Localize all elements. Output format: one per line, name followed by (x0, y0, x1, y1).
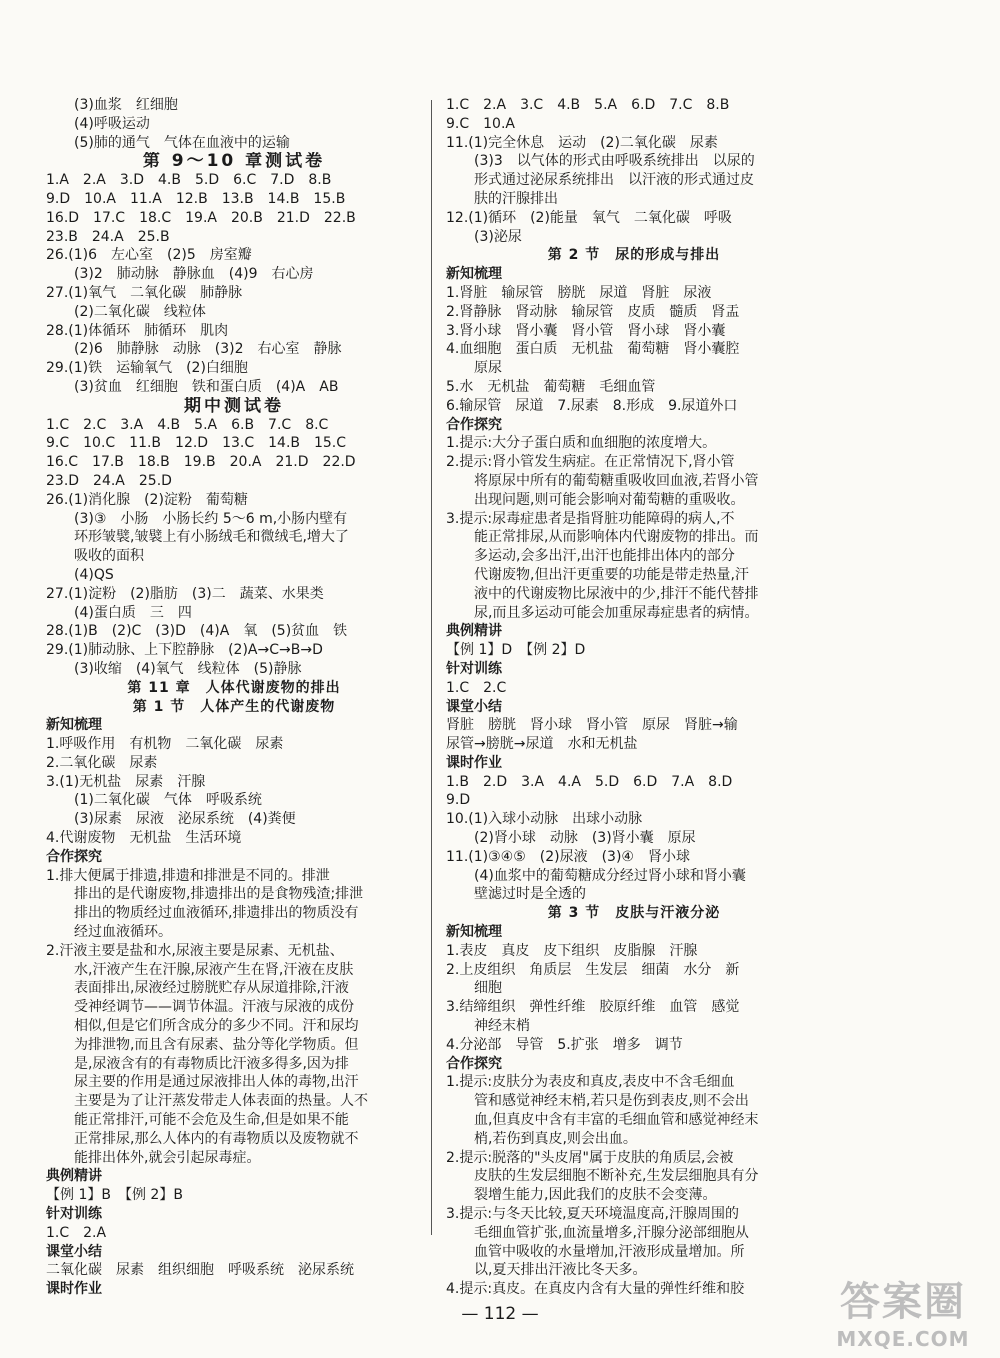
answer-line: (5)肺的通气 气体在血液中的运输 (74, 134, 290, 151)
answer-line: 1.C 2.C (446, 679, 507, 696)
answer-line: 神经末梢 (474, 1018, 530, 1035)
watermark (818, 1270, 988, 1351)
answer-line: 管和感觉神经末梢,若只是伤到表皮,则不会出 (474, 1093, 749, 1110)
answer-line: 【例 1】B 【例 2】B (46, 1187, 183, 1204)
section-heading: 新知梳理 (46, 717, 102, 734)
answer-line: 12.(1)循环 (2)能量 氧气 二氧化碳 呼吸 (446, 209, 732, 226)
answer-line: 1.排大便属于排遗,排遗和排泄是不同的。排泄 (46, 867, 330, 884)
answer-line: 2.提示:脱落的"头皮屑"属于皮肤的角质层,会被 (446, 1149, 734, 1166)
answer-line: 正常排尿,那么人体内的有毒物质以及废物就不 (74, 1130, 359, 1147)
page-number: — 112 — (461, 1304, 539, 1324)
answer-line: 壁滤过时是全透的 (474, 886, 586, 903)
answer-line: 1.C 2.A 3.C 4.B 5.A 6.D 7.C 8.B (446, 97, 730, 113)
answer-line: 经过血液循环。 (74, 924, 172, 941)
answer-line: 细胞 (474, 980, 502, 997)
answer-line: 2.肾静脉 肾动脉 输尿管 皮质 髓质 肾盂 (446, 303, 740, 320)
answer-line: 水,汗液产生在汗腺,尿液产生在肾,汗液在皮肤 (74, 961, 354, 978)
section-heading: 新知梳理 (446, 266, 502, 283)
answer-line: 1.表皮 真皮 皮下组织 皮脂腺 汗腺 (446, 942, 698, 959)
answer-line: 是,尿液含有的有毒物质比汗液多得多,因为排 (74, 1055, 349, 1072)
answer-line: (3)贫血 红细胞 铁和蛋白质 (4)A AB (74, 378, 339, 395)
section-title: 第 9～10 章测试卷 (142, 152, 326, 172)
right-column (446, 96, 822, 1299)
section-heading: 针对训练 (46, 1206, 102, 1223)
answer-line: 3.肾小球 肾小囊 肾小管 肾小球 肾小囊 (446, 322, 726, 339)
answer-line: 16.C 17.B 18.B 19.B 20.A 21.D 22.D (46, 454, 356, 471)
answer-line: 血管中吸收的水量增加,汗液形成量增加。所 (474, 1243, 745, 1260)
section-heading: 课堂小结 (446, 698, 502, 715)
answer-line: 3.结缔组织 弹性纤维 胶原纤维 血管 感觉 (446, 999, 740, 1016)
answer-line: 肾脏 膀胱 肾小球 肾小管 原尿 肾脏→输 (446, 717, 738, 734)
answer-line: 裂增生能力,因此我们的皮肤不会变薄。 (474, 1187, 717, 1204)
answer-line: 排出的物质经过血液循环,排遗排出的物质没有 (74, 905, 359, 922)
answer-line: 29.(1)肺动脉、上下腔静脉 (2)A→C→B→D (46, 642, 323, 659)
answer-line: 4.提示:真皮。在真皮内含有大量的弹性纤维和胶 (446, 1281, 745, 1298)
answer-line: 液中的代谢废物比尿液中的少,排汗不能代替排 (474, 585, 759, 602)
answer-line: (4)蛋白质 三 四 (74, 604, 192, 621)
answer-line: 表面排出,尿液经过膀胱贮存从尿道排除,汗液 (74, 980, 349, 997)
answer-line: 3.提示:尿毒症患者是指肾脏功能障碍的病人,不 (446, 510, 735, 527)
answer-line: 11.(1)完全休息 运动 (2)二氧化碳 尿素 (446, 134, 718, 151)
answer-line: 吸收的面积 (74, 548, 144, 565)
answer-line: 环形皱襞,皱襞上有小肠绒毛和微绒毛,增大了 (74, 529, 349, 546)
section-heading: 新知梳理 (446, 924, 502, 941)
section-heading: 课时作业 (46, 1281, 102, 1298)
answer-line: 血,但真皮中含有丰富的毛细血管和感觉神经末 (474, 1112, 759, 1129)
watermark-logo: 答案圈 (840, 1279, 966, 1325)
section-heading: 典例精讲 (46, 1168, 102, 1185)
subsection-title: 第 1 节 人体产生的代谢废物 (132, 698, 336, 715)
answer-line: 毛细血管扩张,血流量增多,汗腺分泌部细胞从 (474, 1224, 749, 1241)
answer-line: 9.C 10.C 11.B 12.D 13.C 14.B 15.C (46, 435, 347, 452)
answer-line: 多运动,会多出汗,出汗也能排出体内的部分 (474, 548, 735, 565)
answer-line: 1.C 2.C 3.A 4.B 5.A 6.B 7.C 8.C (46, 416, 329, 433)
answer-line: 出现问题,则可能会影响对葡萄糖的重吸收。 (474, 491, 745, 508)
answer-line: 23.B 24.A 25.B (46, 228, 170, 245)
answer-line: 尿管→膀胱→尿道 水和无机盐 (446, 736, 638, 753)
answer-line: 28.(1)体循环 肺循环 肌肉 (46, 322, 229, 339)
answer-line: 1.B 2.D 3.A 4.A 5.D 6.D 7.A 8.D (446, 773, 733, 790)
answer-line: (4)QS (74, 566, 114, 583)
answer-line: 23.D 24.A 25.D (46, 472, 172, 489)
answer-line: 27.(1)氧气 二氧化碳 肺静脉 (46, 284, 243, 301)
answer-line: 相似,但是它们所含成分的多少不同。汗和尿均 (74, 1018, 359, 1035)
answer-line: (2)6 肺静脉 动脉 (3)2 右心室 静脉 (74, 341, 342, 358)
answer-line: 主要是为了让汗蒸发带走人体表面的热量。人不 (74, 1093, 368, 1110)
section-heading: 针对训练 (446, 660, 502, 677)
answer-line: 3.提示:与冬天比较,夏天环境温度高,汗腺周围的 (446, 1206, 739, 1223)
answer-line: 10.(1)入球小动脉 出球小动脉 (446, 811, 643, 828)
section-heading: 合作探究 (446, 416, 502, 433)
answer-line: 9.C 10.A (446, 115, 515, 132)
answer-line: 1.提示:大分子蛋白质和血细胞的浓度增大。 (446, 435, 717, 452)
answer-line: (2)肾小球 动脉 (3)肾小囊 原尿 (474, 830, 696, 847)
column-divider (431, 100, 432, 1235)
left-column (46, 96, 422, 1299)
answer-line: 2.提示:肾小管发生病症。在正常情况下,肾小管 (446, 454, 735, 471)
answer-line: 29.(1)铁 运输氧气 (2)白细胞 (46, 360, 248, 377)
answer-line: 26.(1)消化腺 (2)淀粉 葡萄糖 (46, 491, 248, 508)
answer-line: (4)呼吸运动 (74, 115, 150, 132)
subsection-title: 第 3 节 皮肤与汗液分泌 (547, 905, 721, 922)
section-title: 期中测试卷 (184, 396, 284, 416)
answer-line: (3)收缩 (4)氧气 线粒体 (5)静脉 (74, 660, 302, 677)
section-heading: 课时作业 (446, 754, 502, 771)
watermark-url: MXQE.COM (836, 1327, 970, 1351)
answer-line: 9.D (446, 792, 471, 809)
answer-line: 肤的汗腺排出 (474, 190, 558, 207)
answer-line: (3)血浆 红细胞 (74, 97, 178, 113)
answer-line: 16.D 17.C 18.C 19.A 20.B 21.D 22.B (46, 209, 356, 226)
answer-line: 梢,若伤到真皮,则会出血。 (474, 1130, 637, 1147)
answer-line: 2.二氧化碳 尿素 (46, 754, 158, 771)
answer-line: 4.代谢废物 无机盐 生活环境 (46, 830, 242, 847)
answer-line: (1)二氧化碳 气体 呼吸系统 (74, 792, 262, 809)
answer-line: 能正常排尿,从而影响体内代谢废物的排出。而 (474, 529, 759, 546)
answer-line: (4)血浆中的葡萄糖成分经过肾小球和肾小囊 (474, 867, 746, 884)
answer-line: 皮肤的生发层细胞不断补充,生发层细胞具有分 (474, 1168, 759, 1185)
answer-line: 1.肾脏 输尿管 膀胱 尿道 肾脏 尿液 (446, 284, 712, 301)
answer-line: 尿主要的作用是通过尿液排出人体的毒物,出汗 (74, 1074, 359, 1091)
answer-line: 原尿 (474, 360, 502, 377)
answer-line: 2.上皮组织 角质层 生发层 细菌 水分 新 (446, 961, 740, 978)
answer-line: 1.呼吸作用 有机物 二氧化碳 尿素 (46, 736, 284, 753)
answer-line: 受神经调节——调节体温。汗液与尿液的成份 (74, 999, 354, 1016)
answer-line: (3)2 肺动脉 静脉血 (4)9 右心房 (74, 266, 314, 283)
answer-line: 形式通过泌尿系统排出 以汗液的形式通过皮 (474, 172, 754, 189)
answer-line: 9.D 10.A 11.A 12.B 13.B 14.B 15.B (46, 190, 346, 207)
answer-line: 能正常排汗,可能不会危及生命,但是如果不能 (74, 1112, 349, 1129)
answer-line: 1.A 2.A 3.D 4.B 5.D 6.C 7.D 8.B (46, 172, 332, 189)
answer-line: 将原尿中所有的葡萄糖重吸收回血液,若肾小管 (474, 472, 759, 489)
answer-line: 5.水 无机盐 葡萄糖 毛细血管 (446, 378, 656, 395)
answer-line: (3)3 以气体的形式由呼吸系统排出 以尿的 (474, 153, 755, 170)
answer-line: 尿,而且多运动可能会加重尿毒症患者的病情。 (474, 604, 759, 621)
answer-line: 3.(1)无机盐 尿素 汗腺 (46, 773, 206, 790)
section-heading: 合作探究 (446, 1055, 502, 1072)
subsection-title: 第 2 节 尿的形成与排出 (547, 247, 721, 264)
section-heading: 典例精讲 (446, 623, 502, 640)
answer-line: 28.(1)B (2)C (3)D (4)A 氧 (5)贫血 铁 (46, 623, 348, 640)
answer-line: (3)泌尿 (474, 228, 522, 245)
answer-line: 1.提示:皮肤分为表皮和真皮,表皮中不含毛细血 (446, 1074, 735, 1091)
section-heading: 合作探究 (46, 848, 102, 865)
answer-line: 11.(1)③④⑤ (2)尿液 (3)④ 肾小球 (446, 848, 690, 865)
answer-line: 6.输尿管 尿道 7.尿素 8.形成 9.尿道外口 (446, 397, 738, 414)
answer-line: 二氧化碳 尿素 组织细胞 呼吸系统 泌尿系统 (46, 1262, 354, 1279)
answer-line: 4.血细胞 蛋白质 无机盐 葡萄糖 肾小囊腔 (446, 341, 740, 358)
answer-line: (3)③ 小肠 小肠长约 5～6 m,小肠内壁有 (74, 510, 348, 527)
answer-line: 以,夏天排出汗液比冬天多。 (474, 1262, 647, 1279)
answer-line: 27.(1)淀粉 (2)脂肪 (3)二 蔬菜、水果类 (46, 585, 324, 602)
answer-line: (3)尿素 尿液 泌尿系统 (4)粪便 (74, 811, 296, 828)
answer-line: 能排出体外,就会引起尿毒症。 (74, 1149, 261, 1166)
section-heading: 课堂小结 (46, 1243, 102, 1260)
answer-line: 26.(1)6 左心室 (2)5 房室瓣 (46, 247, 252, 264)
answer-line: 4.分泌部 导管 5.扩张 增多 调节 (446, 1036, 683, 1053)
answer-line: 2.汗液主要是盐和水,尿液主要是尿素、无机盐、 (46, 942, 344, 959)
answer-line: 为排泄物,而且含有尿素、盐分等化学物质。但 (74, 1036, 359, 1053)
answer-line: 【例 1】D 【例 2】D (446, 642, 586, 659)
subsection-title: 第 11 章 人体代谢废物的排出 (127, 679, 341, 696)
answer-line: 1.C 2.A (46, 1224, 107, 1241)
answer-line: 代谢废物,但出汗更重要的功能是带走热量,汗 (474, 566, 749, 583)
answer-line: 排出的是代谢废物,排遗排出的是食物残渣;排泄 (74, 886, 364, 903)
answer-line: (2)二氧化碳 线粒体 (74, 303, 206, 320)
